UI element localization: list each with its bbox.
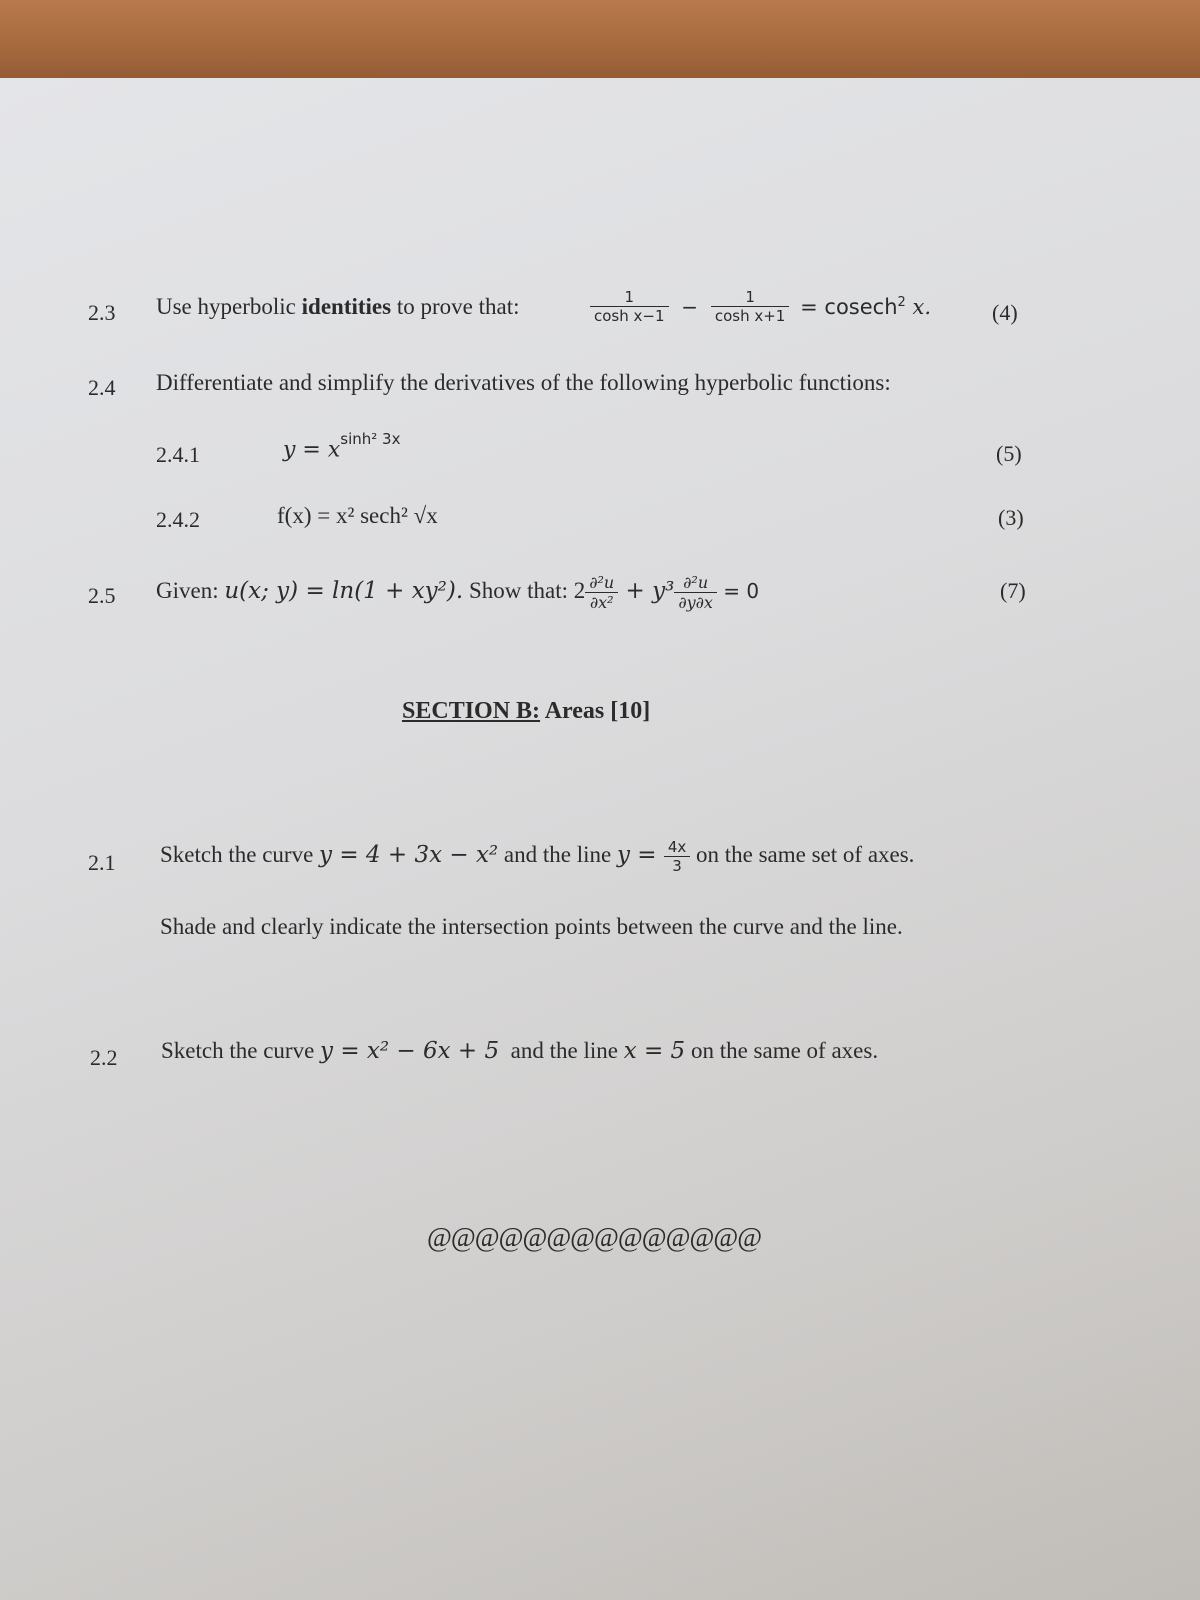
q21-line2: Shade and clearly indicate the intersection points between the curve and the line. (160, 914, 903, 939)
q242-marks: (3) (998, 505, 1024, 530)
q241-marks: (5) (996, 441, 1022, 466)
q21-text (160, 838, 914, 875)
q241-formula (283, 430, 401, 463)
q25-given-label: Given: (156, 577, 225, 603)
question-number-2-4-2: 2.4.2 (156, 507, 200, 532)
q23-text-before: Use hyperbolic (156, 294, 302, 319)
q23-formula (590, 288, 931, 325)
q21-text-c: on the same set of axes. (690, 841, 915, 867)
q25-frac2-denominator: ∂y∂x (678, 593, 713, 612)
q22-text-c: on the same of axes. (685, 1038, 879, 1063)
q25-formula (156, 573, 759, 612)
section-b-label: SECTION B: (402, 698, 541, 724)
q25-marks: (7) (1000, 578, 1026, 603)
q23-frac2-denominator: cosh x+1 (714, 307, 786, 325)
q241-exponent: sinh² 3x (340, 430, 401, 448)
question-number-2-4-1: 2.4.1 (156, 442, 200, 467)
q21-text-a: Sketch the curve (160, 841, 320, 867)
q23-frac1-numerator: 1 (590, 288, 669, 307)
q23-text-after: to prove that: (391, 294, 520, 319)
question-2-4-text: Differentiate and simplify the derivatives of the following hyperbolic functions: (156, 370, 891, 395)
q22-text-a: Sketch the curve (161, 1038, 321, 1063)
q25-frac1-numerator: ∂²u (585, 573, 618, 593)
question-number-2-5: 2.5 (88, 583, 116, 608)
q25-show-that: Show that: 2 (463, 577, 586, 603)
q22-line: x = 5 (623, 1038, 686, 1064)
q21-frac-denominator: 3 (672, 857, 682, 875)
question-number-2-1: 2.1 (88, 850, 116, 875)
q23-minus: − (681, 294, 699, 319)
q21-curve: y = 4 + 3x − x² (319, 841, 499, 868)
section-b-heading (402, 698, 650, 725)
q23-fraction-2 (711, 288, 790, 325)
q242-formula: f(x) = x² sech² √x (277, 503, 438, 528)
q22-text (161, 1038, 878, 1064)
q25-fraction-2 (674, 573, 717, 612)
q25-frac2-numerator: ∂²u (674, 573, 717, 593)
end-marker: @@@@@@@@@@@@@@ (427, 1222, 762, 1252)
q23-rhs-text: = cosech (800, 294, 898, 319)
q23-text-bold: identities (301, 294, 392, 319)
q21-frac-numerator: 4x (664, 838, 690, 857)
q21-text-b: and the line (498, 841, 617, 867)
q23-fraction-1 (590, 288, 669, 325)
q25-frac1-denominator: ∂x² (589, 593, 614, 612)
question-number-2-3: 2.3 (88, 300, 116, 325)
q23-rhs-var: x. (905, 294, 932, 319)
q23-frac1-denominator: cosh x−1 (594, 307, 665, 325)
q23-frac2-numerator: 1 (711, 288, 790, 307)
question-number-2-4: 2.4 (88, 375, 116, 400)
q21-fraction (664, 838, 690, 875)
q21-line-lhs: y = (616, 841, 664, 868)
question-2-3-text (156, 294, 519, 320)
q23-rhs-exponent: 2 (897, 294, 906, 310)
q241-lhs: y = x (283, 437, 341, 463)
q22-curve: y = x² − 6x + 5 (320, 1038, 500, 1064)
q23-rhs (800, 295, 931, 319)
section-b-title: Areas [10] (540, 698, 651, 724)
question-number-2-2: 2.2 (90, 1045, 118, 1070)
q23-marks: (4) (992, 300, 1018, 325)
q22-text-b: and the line (499, 1038, 624, 1063)
q25-equals-zero: = 0 (716, 578, 760, 603)
q25-plus-term: + y³ (618, 577, 675, 604)
q25-fraction-1 (585, 573, 618, 612)
q25-given-expression: u(x; y) = ln(1 + xy²). (224, 577, 464, 604)
